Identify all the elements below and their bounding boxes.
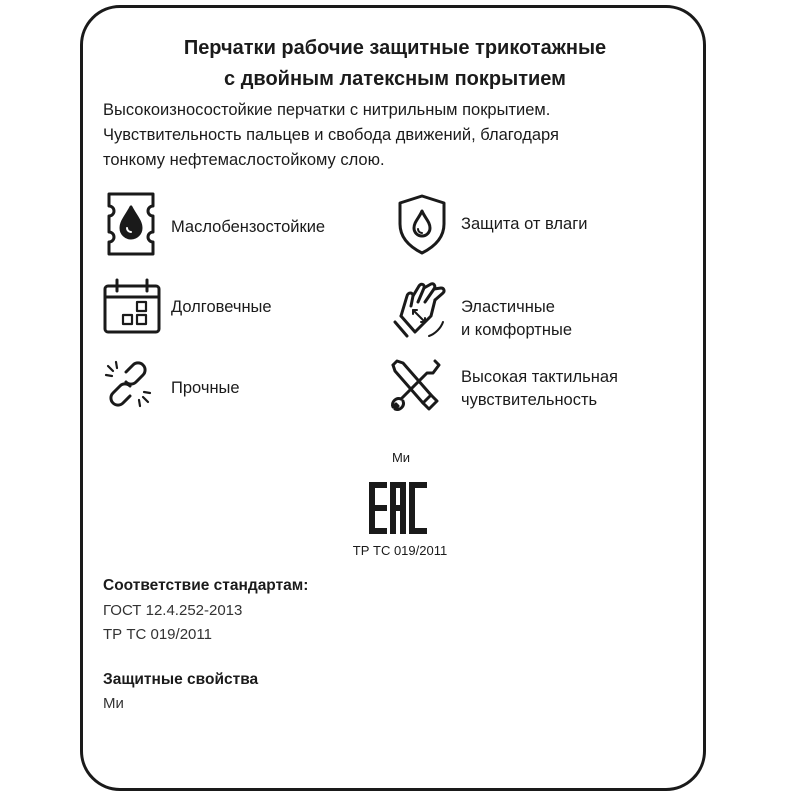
feature-oil-resistant: Маслобензостойкие <box>171 218 326 236</box>
feature-tactile <box>461 366 618 412</box>
certification-mark: Ми <box>391 450 411 465</box>
feature-tactile-line-2: чувствительность <box>461 391 598 409</box>
product-title <box>100 33 690 95</box>
title-line-1: Перчатки рабочие защитные трикотажные <box>183 37 607 59</box>
glove-stretch-icon <box>391 278 453 340</box>
shield-drop-icon <box>394 192 450 256</box>
feature-tactile-line-1: Высокая тактильная <box>461 368 618 386</box>
feature-elastic-line-1: Эластичные <box>461 298 555 316</box>
feature-elastic <box>461 296 572 342</box>
calendar-icon <box>102 277 162 335</box>
protection-value: Ми <box>103 695 124 712</box>
feature-durable: Долговечные <box>171 298 272 316</box>
chain-link-icon <box>102 358 154 410</box>
description-line-2: Чувствительность пальцев и свобода движений, благодаря <box>103 126 559 144</box>
oil-barrel-icon <box>103 190 159 258</box>
protection-heading: Защитные свойства <box>103 671 259 688</box>
description-line-1: Высокоизносостойкие перчатки с нитрильным покрытием. <box>103 101 551 119</box>
title-line-2: с двойным латексным покрытием <box>224 68 566 90</box>
product-description <box>103 98 683 173</box>
standards-heading: Соответствие стандартам: <box>103 577 309 594</box>
eac-logo <box>369 482 427 539</box>
tools-icon <box>387 355 443 413</box>
feature-moisture-protection: Защита от влаги <box>461 215 588 233</box>
description-line-3: тонкому нефтемаслостойкому слою. <box>103 151 385 169</box>
feature-strong: Прочные <box>171 379 240 397</box>
standards-list <box>103 599 242 647</box>
standard-item: ГОСТ 12.4.252-2013 <box>103 602 243 619</box>
standard-item: ТР ТС 019/2011 <box>103 626 212 643</box>
certification-regulation: ТР ТС 019/2011 <box>352 543 448 558</box>
feature-elastic-line-2: и комфортные <box>461 321 572 339</box>
